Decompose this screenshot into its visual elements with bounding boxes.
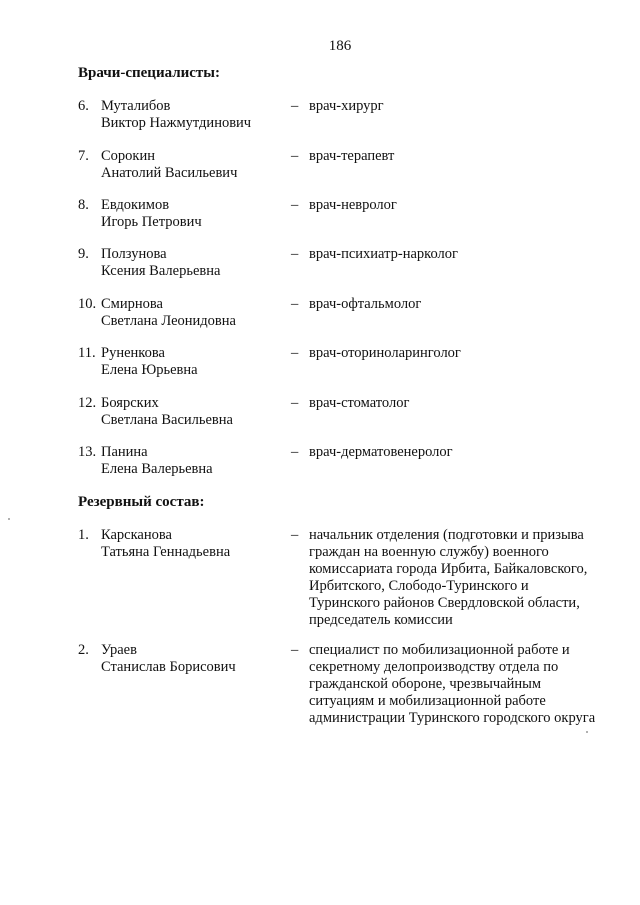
- dash: –: [291, 98, 299, 114]
- person-name: [101, 395, 233, 429]
- role-line: председатель комиссии: [309, 612, 453, 628]
- person-name: [101, 345, 198, 379]
- role: [309, 642, 614, 727]
- dash: –: [291, 246, 299, 262]
- role: [309, 246, 614, 263]
- surname: Боярских: [101, 395, 159, 411]
- item-number: 10.: [78, 296, 97, 312]
- role-line: врач-невролог: [309, 197, 397, 213]
- given-names: Игорь Петрович: [101, 214, 202, 230]
- role-line: гражданской обороне, чрезвычайным: [309, 676, 542, 692]
- given-names: Ксения Валерьевна: [101, 263, 221, 279]
- person-name: [101, 148, 237, 182]
- dash: –: [291, 148, 299, 164]
- person-name: [101, 527, 230, 561]
- dash: –: [291, 642, 299, 658]
- role-line: комиссариата города Ирбита, Байкаловского,: [309, 561, 588, 577]
- page-number: 186: [328, 38, 352, 54]
- dash: –: [291, 395, 299, 411]
- person-name: [101, 197, 202, 231]
- role-line: врач-стоматолог: [309, 395, 410, 411]
- item-number: 13.: [78, 444, 97, 460]
- surname: Ползунова: [101, 246, 167, 262]
- role-line: начальник отделения (подготовки и призыва: [309, 527, 584, 543]
- given-names: Виктор Нажмутдинович: [101, 115, 252, 131]
- role-line: специалист по мобилизационной работе и: [309, 642, 570, 658]
- person-name: [101, 444, 213, 478]
- surname: Панина: [101, 444, 148, 460]
- person-name: [101, 642, 236, 676]
- item-number: 11.: [78, 345, 96, 361]
- item-number: 6.: [78, 98, 89, 114]
- role: [309, 148, 614, 165]
- scan-speck: [586, 731, 588, 733]
- scan-speck: [8, 518, 10, 520]
- person-name: [101, 246, 220, 280]
- given-names: Елена Юрьевна: [101, 362, 198, 378]
- role: [309, 98, 614, 115]
- role-line: администрации Туринского городского округа: [309, 710, 596, 726]
- role-line: врач-хирург: [309, 98, 384, 114]
- role-line: врач-психиатр-нарколог: [309, 246, 458, 262]
- surname: Карсканова: [101, 527, 172, 543]
- surname: Смирнова: [101, 296, 163, 312]
- role: [309, 296, 614, 313]
- item-number: 12.: [78, 395, 97, 411]
- surname: Евдокимов: [101, 197, 170, 213]
- role-line: врач-оториноларинголог: [309, 345, 461, 361]
- role-line: врач-терапевт: [309, 148, 395, 164]
- surname: Сорокин: [101, 148, 155, 164]
- section-heading-specialists: Врачи-специалисты:: [78, 65, 221, 81]
- role-line: врач-дерматовенеролог: [309, 444, 453, 460]
- role-line: секретному делопроизводству отдела по: [309, 659, 559, 675]
- role: [309, 197, 614, 214]
- dash: –: [291, 527, 299, 543]
- person-name: [101, 98, 251, 132]
- item-number: 9.: [78, 246, 89, 262]
- dash: –: [291, 444, 299, 460]
- item-number: 1.: [78, 527, 89, 543]
- item-number: 7.: [78, 148, 89, 164]
- dash: –: [291, 197, 299, 213]
- section-heading-reserve: Резервный состав:: [78, 494, 205, 510]
- given-names: Светлана Васильевна: [101, 412, 233, 428]
- given-names: Елена Валерьевна: [101, 461, 213, 477]
- item-number: 8.: [78, 197, 89, 213]
- surname: Муталибов: [101, 98, 171, 114]
- dash: –: [291, 345, 299, 361]
- surname: Руненкова: [101, 345, 165, 361]
- dash: –: [291, 296, 299, 312]
- role: [309, 345, 614, 362]
- role-line: Ирбитского, Слободо-Туринского и: [309, 578, 529, 594]
- role-line: граждан на военную службу) военного: [309, 544, 549, 560]
- given-names: Станислав Борисович: [101, 659, 236, 675]
- role-line: врач-офтальмолог: [309, 296, 422, 312]
- item-number: 2.: [78, 642, 89, 658]
- role-line: ситуациям и мобилизационной работе: [309, 693, 546, 709]
- role: [309, 444, 614, 461]
- given-names: Анатолий Васильевич: [101, 165, 238, 181]
- given-names: Светлана Леонидовна: [101, 313, 236, 329]
- surname: Ураев: [101, 642, 137, 658]
- person-name: [101, 296, 236, 330]
- role: [309, 527, 614, 629]
- role-line: Туринского районов Свердловской области,: [309, 595, 580, 611]
- role: [309, 395, 614, 412]
- given-names: Татьяна Геннадьевна: [101, 544, 231, 560]
